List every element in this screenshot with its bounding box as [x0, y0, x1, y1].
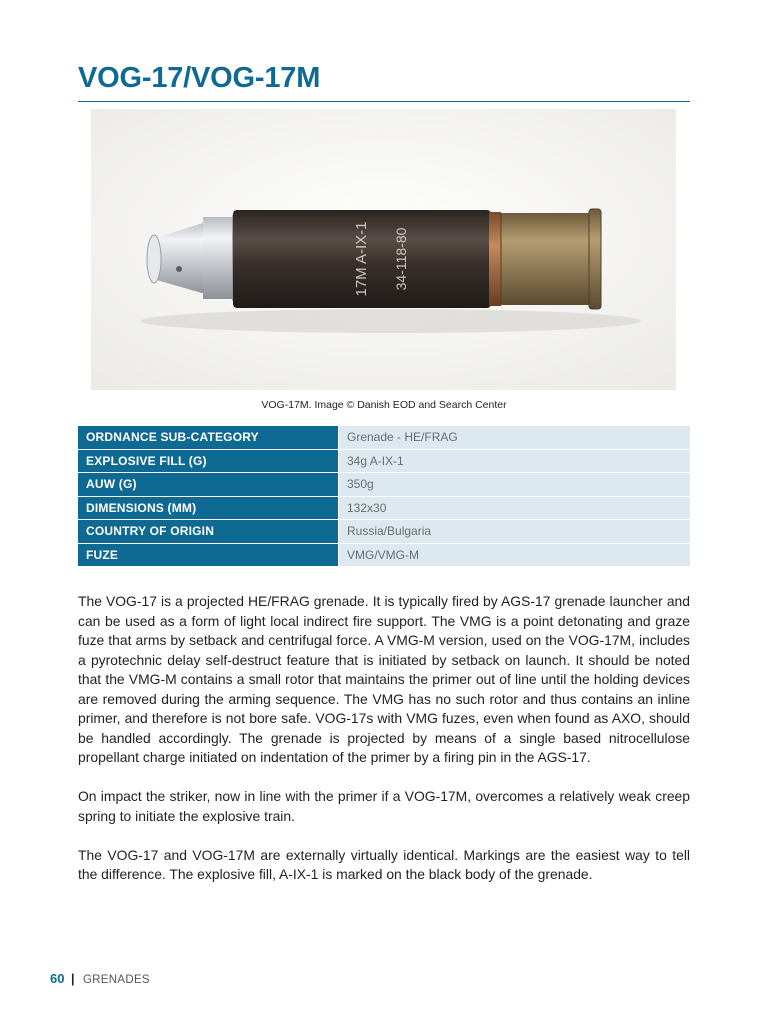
spec-label: COUNTRY OF ORIGIN [78, 520, 339, 544]
table-row [78, 426, 690, 450]
table-row [78, 450, 690, 474]
footer-separator: | [70, 972, 75, 986]
table-row [78, 473, 690, 497]
spec-label: EXPLOSIVE FILL (G) [78, 450, 339, 474]
specifications-table [78, 426, 690, 567]
page-footer [50, 971, 150, 986]
table-row [78, 544, 690, 568]
title-divider [78, 101, 690, 102]
spec-label: FUZE [78, 544, 339, 568]
spec-value: 34g A-IX-1 [339, 450, 690, 474]
spec-label: AUW (G) [78, 473, 339, 497]
spec-value: 350g [339, 473, 690, 497]
spec-label: ORDNANCE SUB-CATEGORY [78, 426, 339, 450]
grenade-photo [91, 109, 676, 390]
page-number: 60 [50, 971, 65, 986]
section-name: GRENADES [82, 974, 150, 986]
page-title: VOG-17/VOG-17M [78, 62, 321, 94]
table-row [78, 520, 690, 544]
spec-value: Grenade - HE/FRAG [339, 426, 690, 450]
spec-value: VMG/VMG-M [339, 544, 690, 568]
spec-value: Russia/Bulgaria [339, 520, 690, 544]
paragraph: The VOG-17 and VOG-17M are externally virtually identical. Markings are the easiest way to tell the difference. The explosive fill, A-IX-1 is marked on the black body of the grenade. [78, 846, 690, 882]
spec-value: 132x30 [339, 497, 690, 521]
spec-label: DIMENSIONS (MM) [78, 497, 339, 521]
marking-line-2: 34-118-80 [393, 227, 409, 291]
marking-line-1: 17M A-IX-1 [353, 221, 370, 297]
paragraph: The VOG-17 is a projected HE/FRAG grenade. It is typically fired by AGS-17 grenade launcher and can be used as a form of light local indirect fire support. The VMG is a point detonating and graze fuze that arms by setback and centrifugal force. A VMG-M version, used on the VOG-17M, includes a pyrotechnic delay self-destruct feature that is initiated by setback on launch. It should be noted that the VMG-M contains a small rotor that maintains the primer out of line until the holding devices are removed during the arming sequence. The VMG has no such rotor and thus contains an inline primer, and therefore is not bore safe. VOG-17s with VMG fuzes, even when found as AXO, should be handled accordingly. The grenade is projected by means of a single based nitrocellulose propellant charge initiated on indentation of the primer by a firing pin in the AGS-17. [78, 593, 690, 765]
paragraph: On impact the striker, now in line with the primer if a VOG-17M, overcomes a relatively weak creep spring to initiate the explosive train. [78, 788, 690, 824]
photo-caption: VOG-17M. Image © Danish EOD and Search Center [261, 399, 507, 411]
body-text [78, 592, 690, 904]
table-row [78, 497, 690, 521]
